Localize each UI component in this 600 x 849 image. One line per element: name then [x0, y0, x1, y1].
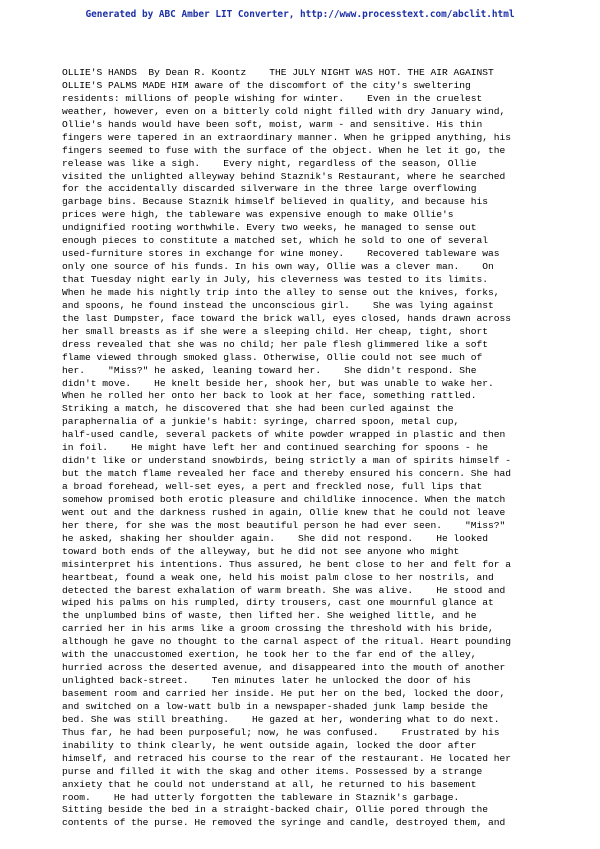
body-text-line: release was like a sigh. Every night, regardless of the season, Ollie [62, 157, 477, 169]
body-text-line: misinterpret his intentions. Thus assured, he bent close to her and felt for a [62, 558, 512, 570]
body-text-line: residents: millions of people wishing for winter. Even in the cruelest [62, 92, 483, 104]
body-text-line: went out and the darkness rushed in again, Ollie knew that he could not leave [62, 506, 506, 518]
body-text-line: enough pieces to constitute a matched set, which he sold to one of several [62, 235, 489, 247]
body-text-line: with the unaccustomed exertion, he took her to the far end of the alley, [62, 649, 477, 661]
body-text-line: Sitting beside the bed in a straight-backed chair, Ollie pored through the [62, 804, 489, 816]
body-text-line: only one source of his funds. In his own way, Ollie was a clever man. On [62, 261, 494, 273]
converter-header: Generated by ABC Amber LIT Converter, http://www.processtext.com/abclit.html [85, 9, 515, 20]
body-text-line: the last Dumpster, face toward the brick wall, eyes closed, hands drawn across [62, 312, 512, 324]
body-text-line: but the match flame revealed her face and thereby ensured his concern. She had [62, 468, 512, 480]
body-text-line: Striking a match, he discovered that she had been curled against the [62, 403, 454, 415]
body-text-line: for the accidentally discarded silverware in the three large overflowing [62, 183, 477, 195]
story-body-text [62, 67, 548, 845]
body-text-line: somehow promised both erotic pleasure and childlike innocence. When the match [62, 493, 506, 505]
body-text-line: half-used candle, several packets of white powder wrapped in plastic and then [62, 429, 506, 441]
body-text-line: and switched on a low-watt bulb in a newspaper-shaded junk lamp beside the [62, 700, 489, 712]
body-text-line: detected the barest exhalation of warm breath. She was alive. He stood and [62, 584, 506, 596]
body-text-line: heartbeat, found a weak one, held his moist palm close to her nostrils, and [62, 571, 494, 583]
body-text-line: the unplumbed bins of waste, then lifted her. She weighed little, and he [62, 610, 477, 622]
body-text-line: anxiety that he could not understand at all, he returned to his basement [62, 778, 477, 790]
body-text-line: and spoons, he found instead the unconscious girl. She was lying against [62, 299, 494, 311]
body-text-line: OLLIE'S HANDS By Dean R. Koontz THE JULY NIGHT WAS HOT. THE AIR AGAINST [62, 67, 494, 78]
body-text-line: bed. She was still breathing. He gazed at her, wondering what to do next. [62, 713, 500, 725]
body-text-line: fingers were tapered in an extraordinary manner. When he gripped anything, his [62, 131, 512, 143]
body-text-line: Thus far, he had been purposeful; now, he was confused. Frustrated by his [62, 726, 500, 738]
body-text-line: toward both ends of the alleyway, but he did not see anyone who might [62, 545, 460, 557]
body-text-line: prices were high, the tableware was expensive enough to make Ollie's [62, 209, 454, 221]
body-text-line: room. He had utterly forgotten the tableware in Staznik's garbage. [62, 791, 460, 803]
body-text-line: that Tuesday night early in July, his cleverness was tested to its limits. [62, 274, 489, 285]
body-text-line: When he made his nightly trip into the alley to sense out the knives, forks, [62, 286, 500, 298]
body-text-line: in foil. He might have left her and continued searching for spoons - he [62, 442, 489, 454]
body-text-line: a broad forehead, well-set eyes, a pert and freckled nose, full lips that [62, 481, 483, 492]
body-text-line: didn't move. He knelt beside her, shook her, but was unable to wake her. [62, 377, 494, 389]
body-text-line: he asked, shaking her shoulder again. She did not respond. He looked [62, 532, 489, 544]
body-text-line: didn't like or understand snowbirds, being strictly a man of spirits himself - [62, 455, 512, 467]
body-text-line: inability to think clearly, he went outside again, locked the door after [62, 739, 477, 751]
body-text-line: himself, and retraced his course to the rear of the restaurant. He located her [62, 752, 512, 764]
body-text-line: When he rolled her onto her back to look at her face, something rattled. [62, 390, 477, 402]
body-text-line: basement room and carried her inside. He put her on the bed, locked the door, [62, 688, 506, 699]
body-text-line: her small breasts as if she were a sleeping child. Her cheap, tight, short [62, 325, 489, 337]
body-text-line: flame viewed through smoked glass. Otherwise, Ollie could not see much of [62, 351, 483, 363]
body-text-line: her there, for she was the most beautiful person he had ever seen. "Miss?" [62, 519, 506, 531]
body-text-line: hurried across the deserted avenue, and disappeared into the mouth of another [62, 662, 506, 674]
body-text-line: used-furniture stores in exchange for wine money. Recovered tableware was [62, 248, 500, 260]
body-text-line: paraphernalia of a junkie's habit: syringe, charred spoon, metal cup, [62, 416, 460, 428]
body-text-line: visited the unlighted alleyway behind Staznik's Restaurant, where he searched [62, 170, 506, 182]
body-text-line: garbage bins. Because Staznik himself believed in quality, and because his [62, 196, 489, 208]
body-text-line: although he gave no thought to the carnal aspect of the ritual. Heart pounding [62, 636, 512, 648]
body-text-line: weather, however, even on a bitterly cold night filled with dry January wind, [62, 105, 506, 117]
body-text-line: unlighted back-street. Ten minutes later he unlocked the door of his [62, 675, 471, 687]
body-text-line: wiped his palms on his rumpled, dirty trousers, cast one mournful glance at [62, 597, 494, 609]
body-text-line: OLLIE'S PALMS MADE HIM aware of the discomfort of the city's sweltering [62, 79, 471, 91]
body-text-line: carried her in his arms like a groom crossing the threshold with his bride, [62, 623, 494, 635]
body-text-line: contents of the purse. He removed the syringe and candle, destroyed them, and [62, 817, 506, 829]
body-text-line: fingers seemed to fuse with the surface of the object. When he let it go, the [62, 144, 506, 156]
body-text-line: undignified rooting worthwhile. Every two weeks, he managed to sense out [62, 222, 477, 234]
body-text-line: her. "Miss?" he asked, leaning toward her. She didn't respond. She [62, 364, 477, 376]
body-text-line: Ollie's hands would have been soft, moist, warm - and sensitive. His thin [62, 118, 483, 130]
body-text-line: dress revealed that she was no child; her pale flesh glimmered like a soft [62, 338, 489, 350]
body-text-line: purse and filled it with the skag and other items. Possessed by a strange [62, 765, 483, 777]
